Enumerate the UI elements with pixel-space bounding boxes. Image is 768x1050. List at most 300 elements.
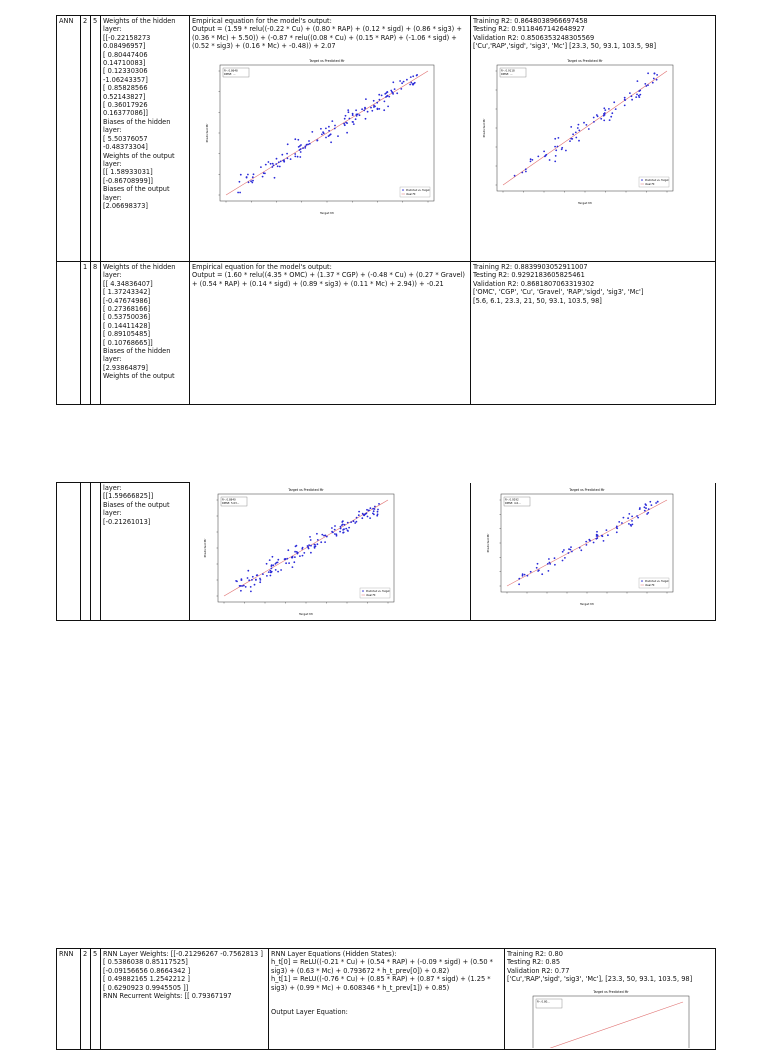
metric-line: Testing R2: 0.9292183605825461 <box>473 271 585 280</box>
data-point <box>278 161 280 163</box>
data-point <box>624 99 626 101</box>
data-point <box>366 512 368 514</box>
data-point <box>302 147 304 149</box>
data-point <box>544 155 546 157</box>
equation-title: Empirical equation for the model's output: <box>192 17 332 25</box>
metrics-cell <box>471 16 716 262</box>
data-point <box>287 549 289 551</box>
data-point <box>579 546 581 548</box>
data-point <box>324 541 326 543</box>
data-point <box>343 528 345 530</box>
data-point <box>247 569 249 571</box>
data-point <box>297 139 299 141</box>
data-point <box>547 563 549 565</box>
data-point <box>309 143 311 145</box>
table-row <box>57 16 716 262</box>
data-point <box>554 145 556 147</box>
data-point <box>336 534 338 536</box>
data-point <box>536 566 538 568</box>
data-point <box>588 128 590 130</box>
metric-line: Training R2: 0.8648038966697458 <box>473 17 588 25</box>
data-point <box>527 574 529 576</box>
data-point <box>365 118 367 120</box>
data-point <box>299 156 301 158</box>
data-point <box>409 83 411 85</box>
metrics-cell <box>505 949 716 1050</box>
data-point <box>250 590 252 592</box>
data-point <box>332 531 334 533</box>
data-point <box>271 570 273 572</box>
data-point <box>306 143 308 145</box>
legend-point-swatch <box>362 590 364 592</box>
data-point <box>262 175 264 177</box>
data-point <box>280 569 282 571</box>
data-point <box>593 116 595 118</box>
data-point <box>354 522 356 524</box>
layers-cell: 2 <box>81 949 91 1050</box>
data-point <box>603 119 605 121</box>
data-point <box>645 504 647 506</box>
weights-cell: layer: [[1.59666825]] Biases of the output layer: [-0.21261013] <box>101 483 190 621</box>
data-point <box>330 141 332 143</box>
metric-line: ['Cu','RAP','sigd', 'sig3', 'Mc'], [23.3, 50, 93.1, 103.5, 98] <box>507 975 693 984</box>
data-point <box>330 133 332 135</box>
data-point <box>537 562 539 564</box>
scatter-plot <box>202 57 442 217</box>
metric-line: [5.6, 6.1, 23.3, 21, 50, 93.1, 103.5, 98] <box>473 296 602 305</box>
data-point <box>352 112 354 114</box>
data-point <box>309 536 311 538</box>
data-point <box>337 135 339 137</box>
data-point <box>383 109 385 111</box>
equation-cell <box>190 262 471 405</box>
data-point <box>347 530 349 532</box>
data-point <box>308 544 310 546</box>
data-point <box>299 555 301 557</box>
data-point <box>334 528 336 530</box>
metric-line: Training R2: 0.8839903052911007 <box>473 263 588 271</box>
data-point <box>240 173 242 175</box>
data-point <box>562 559 564 561</box>
data-point <box>602 535 604 537</box>
units-cell: 5 <box>91 949 101 1050</box>
data-point <box>331 527 333 529</box>
model-type-cell <box>57 262 81 405</box>
data-point <box>304 147 306 149</box>
x-axis-label: Target Mr <box>579 601 595 606</box>
data-point <box>255 579 257 581</box>
legend-point-swatch <box>641 580 643 582</box>
data-point <box>644 509 646 511</box>
data-point <box>575 136 577 138</box>
data-point <box>345 115 347 117</box>
y-axis-label: Predicted Mr <box>482 118 486 138</box>
data-point <box>325 127 327 129</box>
legend-label: Predicted vs. Target <box>645 178 669 182</box>
data-point <box>271 166 273 168</box>
data-point <box>366 508 368 510</box>
ideal-fit-line <box>226 71 428 195</box>
data-point <box>252 575 254 577</box>
legend-point-swatch <box>402 189 404 191</box>
layers-cell <box>81 483 91 621</box>
data-point <box>310 551 312 553</box>
data-point <box>373 100 375 102</box>
stat-text: R²: 0.8840 <box>222 498 236 501</box>
metric-line: Training R2: 0.80 <box>507 950 563 958</box>
data-point <box>636 93 638 95</box>
units-cell: 8 <box>91 262 101 405</box>
data-point <box>639 93 641 95</box>
equation-text: Output = (1.60 * relu((4.35 * OMC) + (1.37 * CGP) + (-0.48 * Cu) + (0.27 * Gravel) + (0.54 * RAP) + (0.14 * sigd) + (0.89 * sig3) + (0.11 * Mc) + 2.94)) + -0.21 <box>192 271 465 288</box>
data-point <box>548 558 550 560</box>
data-point <box>240 589 242 591</box>
metric-line: Validation R2: 0.8681807063319302 <box>473 279 595 288</box>
data-point <box>632 523 634 525</box>
data-point <box>264 172 266 174</box>
data-point <box>639 89 641 91</box>
data-point <box>252 179 254 181</box>
data-point <box>631 95 633 97</box>
data-point <box>412 75 414 77</box>
data-point <box>370 106 372 108</box>
data-point <box>287 157 289 159</box>
data-point <box>554 563 556 565</box>
data-point <box>563 549 565 551</box>
data-point <box>248 181 250 183</box>
equation-title: RNN Layer Equations (Hidden States): <box>271 950 397 958</box>
data-point <box>272 555 274 557</box>
data-point <box>285 562 287 564</box>
data-point <box>352 121 354 123</box>
data-point <box>367 110 369 112</box>
data-point <box>287 143 289 145</box>
data-point <box>387 91 389 93</box>
data-point <box>414 82 416 84</box>
data-point <box>655 502 657 504</box>
data-point <box>604 112 606 114</box>
stat-text: R²: 0.9118 <box>501 69 515 73</box>
x-axis-label: Target Mr <box>298 611 314 616</box>
data-point <box>272 162 274 164</box>
data-point <box>270 574 272 576</box>
data-point <box>300 144 302 146</box>
data-point <box>266 575 268 577</box>
data-point <box>647 84 649 86</box>
data-point <box>537 155 539 157</box>
data-point <box>353 520 355 522</box>
data-point <box>521 171 523 173</box>
data-point <box>564 557 566 559</box>
stat-text: R²: 0.9292 <box>505 498 519 501</box>
scatter-plot <box>479 57 716 207</box>
data-point <box>597 534 599 536</box>
data-point <box>343 531 345 533</box>
scatter-plot <box>515 988 716 1048</box>
data-point <box>549 561 551 563</box>
output-equation-title: Output Layer Equation: <box>271 1008 348 1017</box>
data-point <box>545 154 547 156</box>
x-axis-label: Target Mr <box>577 200 593 205</box>
data-point <box>300 148 302 150</box>
data-point <box>280 160 282 162</box>
data-point <box>370 507 372 509</box>
units-cell: 5 <box>91 16 101 262</box>
data-point <box>611 112 613 114</box>
metrics-cell <box>471 262 716 405</box>
data-point <box>399 80 401 82</box>
data-point <box>578 139 580 141</box>
data-point <box>586 544 588 546</box>
data-point <box>604 114 606 116</box>
data-point <box>334 525 336 527</box>
data-point <box>570 126 572 128</box>
data-point <box>618 521 620 523</box>
data-point <box>347 521 349 523</box>
data-point <box>624 96 626 98</box>
data-point <box>628 523 630 525</box>
data-point <box>345 527 347 529</box>
metric-line: Validation R2: 0.77 <box>507 966 570 975</box>
stat-text: R²: 0.80... <box>537 1000 550 1004</box>
data-point <box>325 534 327 536</box>
data-point <box>328 130 330 132</box>
data-point <box>568 552 570 554</box>
data-point <box>613 101 615 103</box>
data-point <box>314 543 316 545</box>
data-point <box>288 562 290 564</box>
data-point <box>248 579 250 581</box>
data-point <box>644 83 646 85</box>
metric-line: ['Cu','RAP','sigd', 'sig3', 'Mc'] [23.3, 50, 93.1, 103.5, 98] <box>473 42 657 51</box>
stat-text: RMSE: 4.6... <box>505 501 521 505</box>
data-point <box>305 145 307 147</box>
data-point <box>374 505 376 507</box>
data-point <box>649 500 651 502</box>
data-point <box>580 549 582 551</box>
data-point <box>260 166 262 168</box>
data-point <box>557 145 559 147</box>
data-point <box>558 137 560 139</box>
data-point <box>548 570 550 572</box>
data-point <box>317 543 319 545</box>
data-point <box>342 523 344 525</box>
plot-title: Target vs Predicted Mr <box>288 487 324 492</box>
data-point <box>400 88 402 90</box>
data-point <box>361 517 363 519</box>
data-point <box>314 546 316 548</box>
data-point <box>631 515 633 517</box>
data-point <box>525 170 527 172</box>
data-point <box>294 556 296 558</box>
legend-label: Ideal Fit <box>366 593 376 597</box>
data-point <box>410 76 412 78</box>
legend-label: Predicted vs. Target <box>645 579 669 583</box>
data-point <box>271 564 273 566</box>
data-point <box>575 131 577 133</box>
metric-line: Validation R2: 0.8506353248305569 <box>473 33 595 42</box>
data-point <box>378 108 380 110</box>
weights-cell: Weights of the hidden layer: [[-0.22158273 0.08496957] [ 0.80447406 0.14710083] [ 0.12330306 -1.06243357] [ 0.85828566 0.52143827] [ 0.36017926 0.16377086]] Biases of the hidden layer: [ 5.50376057 -0.48373304] Weights of the output layer: [[ 1.58933031] [-0.86708999]] Biases of the output layer: [2.06698373] <box>101 16 190 262</box>
data-point <box>378 503 380 505</box>
data-point <box>334 533 336 535</box>
data-point <box>334 127 336 129</box>
data-point <box>308 547 310 549</box>
data-point <box>348 111 350 113</box>
plot-title: Target vs Predicted Mr <box>567 58 603 63</box>
scatter-plot <box>200 486 440 618</box>
data-point <box>653 77 655 79</box>
data-point <box>565 149 567 151</box>
data-point <box>353 123 355 125</box>
ideal-fit-line <box>539 1002 683 1048</box>
data-point <box>387 94 389 96</box>
data-point <box>349 117 351 119</box>
data-point <box>268 161 270 163</box>
data-point <box>394 88 396 90</box>
data-point <box>277 570 279 572</box>
data-point <box>615 108 617 110</box>
data-point <box>344 117 346 119</box>
data-point <box>277 558 279 560</box>
data-point <box>648 508 650 510</box>
data-point <box>609 119 611 121</box>
data-point <box>303 552 305 554</box>
data-point <box>606 529 608 531</box>
data-point <box>275 163 277 165</box>
data-point <box>302 546 304 548</box>
data-point <box>252 176 254 178</box>
data-point <box>292 566 294 568</box>
layers-cell: 1 <box>81 262 91 405</box>
data-point <box>530 158 532 160</box>
data-point <box>367 515 369 517</box>
data-point <box>522 573 524 575</box>
data-point <box>608 108 610 110</box>
data-point <box>616 527 618 529</box>
data-point <box>363 109 365 111</box>
data-point <box>371 110 373 112</box>
data-point <box>555 149 557 151</box>
data-point <box>262 573 264 575</box>
data-point <box>297 552 299 554</box>
data-point <box>358 514 360 516</box>
data-point <box>585 540 587 542</box>
data-point <box>328 125 330 127</box>
data-point <box>629 92 631 94</box>
model-type-cell <box>57 483 81 621</box>
data-point <box>514 174 516 176</box>
data-point <box>410 81 412 83</box>
plot-title: Target vs Predicted Mr <box>569 487 605 492</box>
data-point <box>302 554 304 556</box>
data-point <box>361 108 363 110</box>
results-table-2 <box>56 482 716 621</box>
data-point <box>286 557 288 559</box>
y-axis-label: Predicted Mr <box>203 538 207 557</box>
data-point <box>246 176 248 178</box>
data-point <box>355 109 357 111</box>
data-point <box>616 531 618 533</box>
data-point <box>363 514 365 516</box>
metrics-cell <box>471 483 716 621</box>
data-point <box>654 72 656 74</box>
data-point <box>376 514 378 516</box>
data-point <box>251 579 253 581</box>
legend-label: Ideal Fit <box>645 583 655 587</box>
data-point <box>577 127 579 129</box>
data-point <box>554 160 556 162</box>
scatter-plot <box>483 486 716 608</box>
data-point <box>358 510 360 512</box>
data-point <box>554 557 556 559</box>
data-point <box>624 104 626 106</box>
data-point <box>541 573 543 575</box>
data-point <box>562 550 564 552</box>
data-point <box>572 133 574 135</box>
metric-line: Testing R2: 0.9118467142648927 <box>473 25 585 34</box>
data-point <box>637 516 639 518</box>
data-point <box>355 118 357 120</box>
data-point <box>631 98 633 100</box>
data-point <box>603 540 605 542</box>
data-point <box>277 165 279 167</box>
data-point <box>259 581 261 583</box>
data-point <box>235 580 237 582</box>
table-row <box>57 949 716 1050</box>
data-point <box>652 81 654 83</box>
stat-text: RMSE: ... <box>224 72 236 76</box>
data-point <box>379 98 381 100</box>
data-point <box>657 500 659 502</box>
table-row <box>57 483 716 621</box>
data-point <box>294 153 296 155</box>
data-point <box>524 573 526 575</box>
legend-label: Predicted vs. Target <box>406 188 430 192</box>
data-point <box>518 583 520 585</box>
layers-cell: 2 <box>81 16 91 262</box>
data-point <box>530 570 532 572</box>
data-point <box>307 545 309 547</box>
results-table-1 <box>56 15 716 405</box>
data-point <box>616 525 618 527</box>
data-point <box>334 124 336 126</box>
data-point <box>284 558 286 560</box>
plot-title: Target vs Predicted Mr <box>593 989 629 994</box>
data-point <box>251 181 253 183</box>
data-point <box>538 569 540 571</box>
data-point <box>645 507 647 509</box>
data-point <box>326 535 328 537</box>
data-point <box>578 123 580 125</box>
data-point <box>589 539 591 541</box>
data-point <box>268 571 270 573</box>
data-point <box>321 533 323 535</box>
data-point <box>283 159 285 161</box>
legend-point-swatch <box>641 179 643 181</box>
data-point <box>275 569 277 571</box>
data-point <box>286 152 288 154</box>
data-point <box>274 177 276 179</box>
equation-cell <box>269 949 505 1050</box>
data-point <box>294 138 296 140</box>
data-point <box>322 131 324 133</box>
data-point <box>603 107 605 109</box>
data-point <box>325 136 327 138</box>
data-point <box>348 526 350 528</box>
data-point <box>636 515 638 517</box>
data-point <box>311 131 313 133</box>
